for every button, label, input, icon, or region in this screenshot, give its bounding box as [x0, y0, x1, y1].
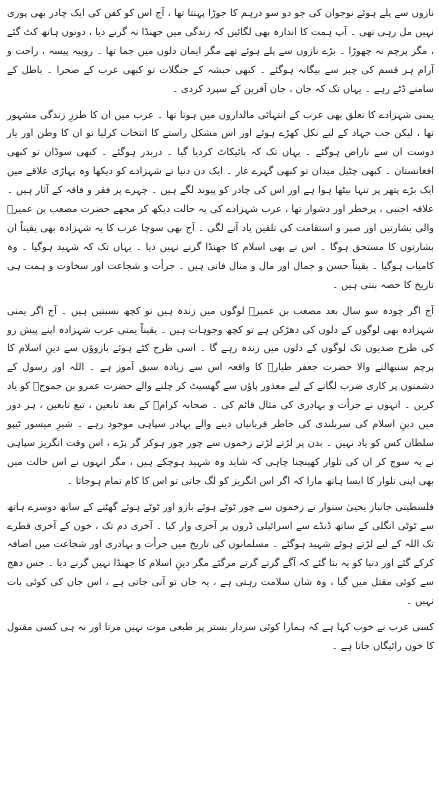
article-paragraph: فلسطینی جانباز یحییٰ سنوار نے زخموں سے چور ٹوٹے ہوئے بازو اور ٹوٹے ہوئے گھٹنے کے ساتھ دوسرے ہاتھ سے ٹوٹی انگلی کے ساتھ ڈنڈے سے اسرائیلی ڈرون پر آخری وار کیا ۔ آخری دم تک ، خون کے آخری قطرے تک اللہ کے لیے لڑتے ہوئے شہید ہوگئے ۔ مسلمانوں کی تاریخ میں جرأت و بہادری اور شجاعت میں اضافہ کرکے گئے اور دنیا کو یہ بتا گئے کہ آگے گرتے گرتے مرگئے مگر دینِ اسلام کا جھنڈا نہیں گرنے دیا ۔ جس دھج سے کوئی مقتل میں گیا ، وہ شان سلامت رہتی ہے ، یہ جان تو آنی جانی ہے ، اس جان کی کوئی بات نہیں ۔	[7, 501, 434, 608]
article-paragraph: آج اگر چودہ سو سال بعد مصعب بن عمیرؓ لوگوں میں زندہ ہیں تو کچھ نسبتیں ہیں ۔ آج اگر یمنی شہزادہ بھی لوگوں کے دلوں کی دھڑکن ہے تو کچھ وجوہات ہیں ۔ یقیناً یمنی عرب شہزادہ اپنے پیش رو کی طرح صدیوں تک لوگوں کے دلوں میں زندہ رہے گا ۔ اسی طرح کٹے ہوئے بازوؤں سے دینِ اسلام کا پرچم سنبھالنے والا حضرت جعفر طیارؓ کا واقعہ اس سے زیادہ سبق آموز ہے ۔ اللہ اور رسول کے دشمنوں پر کاری ضرب لگانے کے لیے معذور پاؤں سے گھسیٹ کر چلنے والے حضرت عمرو بن جموحؓ کو یاد کریں ۔ انہوں نے جرأت و بہادری کی مثال قائم کی ۔ صحابہ کرامؓ کے بعد تابعین ، تبع تابعین ، ہر دور میں دینِ اسلام کی سربلندی کی خاطر قربانیاں دینے والے بہادر سپاہی موجود رہے ۔ شیرِ میسور ٹیپو سلطان کس کو یاد نہیں ۔ بدن پر لڑتے لڑتے زخموں سے چور چور ہوکر گر پڑے ، اس وقت انگریز سپاہی نے یہ سوچ کر ان کی تلوار کھینچنا چاہی کہ شاید وہ شہید ہوچکے ہیں ، مگر انہوں نے اس حالت میں بھی اپنی تلوار کا ایسا ہاتھ مارا کہ اگر اس انگریز کو لگ جاتی تو اس کا کام تمام ہوجاتا ۔	[7, 305, 434, 487]
article-paragraph: یمنی شہزادے کا تعلق بھی عرب کے انتہائی مالداروں میں ہوتا تھا ۔ عرب میں ان کا طرزِ زندگی مشہور تھا ، لیکن جب جہاد کے لیے نکل کھڑے ہوئے اور اس مشکل راستے کا انتخاب کرلیا تو ان کا وطن اور یار دوست ان سے ناراض ہوگئے ۔ یہاں تک کہ بائیکاٹ کردیا گیا ۔ دربدر ہوگئے ۔ کبھی سوڈان تو کبھی افغانستان ۔ کبھی چٹیل میدان تو کبھی گہرے غار ۔ ایک دن دنیا نے شہزادے کو دیکھا وہ پہاڑی علاقے میں ایک بڑے پتھر پر تنہا بیٹھا ہوا ہے اور اس کی چادر کو پیوند لگے ہیں ۔ چہرے پر فقر و فاقہ کے آثار ہیں ۔ علاقہ اجنبی ، پرخطر اور دشوار تھا ، عرب شہزادے کی یہ حالت دیکھ کر مجھے حضرت مصعب بن عمیرؓ والی بشارتیں اور صبر و استقامت کی تلقین یاد آنے لگی ۔ آج بھی سوچا عرب کا یہ شہزادہ بھی یقیناً ان بشارتوں کا مستحق ہوگا ۔ اس نے بھی اسلام کا جھنڈا گرنے نہیں دیا ۔ یہاں تک کہ شہید ہوگیا ۔ وہ کامیاب ہوگیا ۔ یقیناً حسن و جمال اور مال و منال فانی ہیں ۔ جرأت و شجاعت اور سخاوت و ہمت ہی تاریخ کا حصہ بنتی ہیں ۔	[7, 109, 434, 291]
article-paragraph: نازوں سے پلے ہوئے نوجوان کی جو دو سو درہم کا جوڑا پہنتا تھا ، آج اس کو کفن کی ایک چادر بھی پوری نہیں مل رہی تھی ۔ آپ ہمت کا اندازہ بھی لگائیں کہ زندگی میں جھنڈا نہ گرنے دیا ، دونوں ہاتھ کٹ گئے ، مگر پرچم نہ چھوڑا ۔ بڑے نازوں سے پلے ہوئے تھے مگر ایمان دلوں میں جما تھا ۔ روپیہ پیسہ ، راحت و آرام ہر قسم کی چیز سے بیگانہ ہوگئے ۔ کبھی حبشہ کے جنگلات تو کبھی عرب کے صحرا ۔ باطل کے سامنے ڈٹے رہے ۔ یہاں تک کہ جان ، جان آفرین کے سپرد کردی ۔	[7, 8, 434, 95]
article-paragraph: کسی عرب نے خوب کہا ہے کہ ہمارا کوئی سردار بستر پر طبعی موت نہیں مرتا اور نہ ہی کسی مقتول کا خون رائیگاں جاتا ہے ۔	[7, 622, 434, 652]
